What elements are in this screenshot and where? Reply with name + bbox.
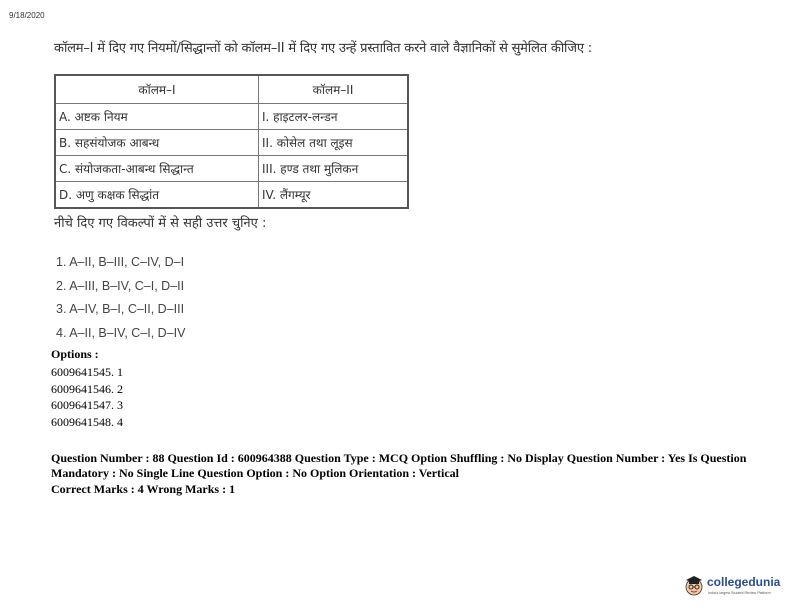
column-1-cell: C. संयोजकता-आबन्ध सिद्धान्त [55,156,259,182]
table-row [55,130,408,156]
column-2-cell: II. कोसेल तथा लूइस [259,130,409,156]
logo-brand-name: collegedunia [707,575,781,589]
column-2-cell: IV. लैंगम्यूर [259,182,409,209]
question-metadata: Question Number : 88 Question Id : 600964388 Question Type : MCQ Option Shuffling : No Display Question Number : Yes Is Question Mandatory : No Single Line Question Option : No Option Orientation : Vertical [51,451,747,480]
column-2-cell: III. हण्ड तथा मुलिकन [259,156,409,182]
options-label: Options : [51,347,99,361]
option-id-item: 6009641547. 3 [51,398,123,412]
collegedunia-logo [683,571,783,601]
answer-choice: 2. A–III, B–IV, C–I, D–II [56,278,185,293]
column-1-cell: B. सहसंयोजक आबन्ध [55,130,259,156]
table-row [55,182,408,209]
column-2-cell: I. हाइटलर-लन्डन [259,104,409,130]
column-1-cell: A. अष्टक नियम [55,104,259,130]
option-ids-list [51,364,123,430]
graduate-avatar-icon [683,573,705,597]
option-id-item: 6009641546. 2 [51,381,123,396]
table-row [55,156,408,182]
column-1-cell: D. अणु कक्षक सिद्धांत [55,182,259,209]
match-table-header-row [55,75,408,104]
logo-tagline: India's largest Student Review Platform [708,591,771,595]
column-2-header: कॉलम–II [259,75,409,104]
column-1-header: कॉलम–I [55,75,259,104]
option-id-item: 6009641548. 4 [51,414,123,429]
answer-choice: 4. A–II, B–IV, C–I, D–IV [56,325,186,340]
match-table [54,74,409,209]
answer-choices-list [56,255,185,349]
answer-choice: 3. A–IV, B–I, C–II, D–III [56,302,185,316]
marks-info: Correct Marks : 4 Wrong Marks : 1 [51,482,236,496]
choose-instruction: नीचे दिए गए विकल्पों में से सही उत्तर चुनिए : [54,216,267,231]
option-id-item: 6009641545. 1 [51,365,123,379]
question-text: कॉलम–I में दिए गए नियमों/सिद्धान्तों को कॉलम–II में दिए गए उन्हें प्रस्तावित करने वाले वैज्ञानिकों से सुमेलित कीजिए : [54,41,592,56]
table-row [55,104,408,130]
answer-choice: 1. A–II, B–III, C–IV, D–I [56,255,185,269]
print-date: 9/18/2020 [9,11,45,20]
